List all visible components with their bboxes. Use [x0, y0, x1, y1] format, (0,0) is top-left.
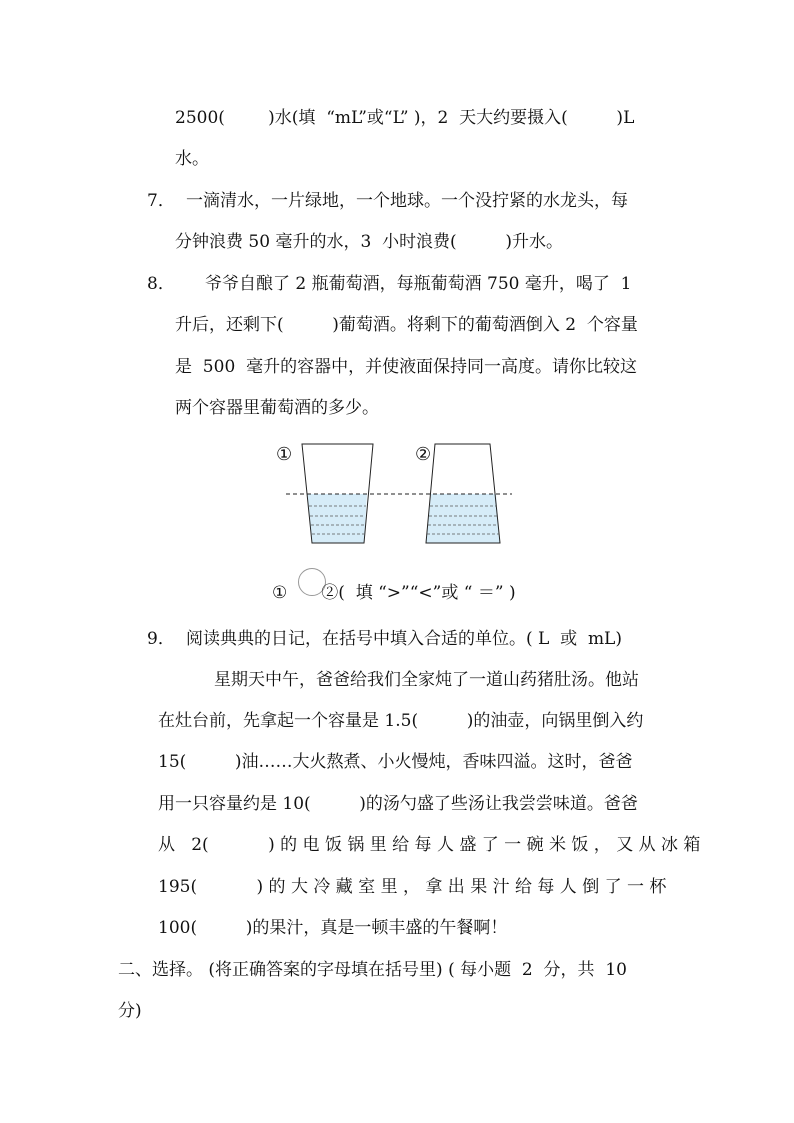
q9-para-5: 从 2( ) 的 电 饭 锅 里 给 每 人 盛 了 一 碗 米 饭 ， 又 从 冰 箱: [158, 835, 701, 855]
q8-line-4: 两个容器里葡萄酒的多少。: [175, 398, 379, 418]
q9-para-7: 100( )的果汁，真是一顿丰盛的午餐啊！: [158, 918, 508, 938]
section-2-heading: 二、选择。 (将正确答案的字母填在括号里) ( 每小题 2 分，共 10: [118, 960, 627, 980]
q8-line-3: 是 500 毫升的容器中，并使液面保持同一高度。请你比较这: [175, 357, 638, 377]
compare-right-label: ②( 填 “>”“<”或 “ ＝” ): [321, 583, 516, 603]
q8-line-2: 升后，还剩下( )葡萄酒。将剩下的葡萄酒倒入 2 个容量: [175, 315, 638, 335]
container-1-label: ①: [276, 444, 293, 465]
container-2-liquid: [426, 494, 500, 543]
containers-figure: [272, 430, 522, 560]
q7-line-2: 分钟浪费 50 毫升的水，3 小时浪费( )升水。: [175, 232, 563, 252]
q9-para-2: 在灶台前，先拿起一个容量是 1.5( )的油壶，向锅里倒入约: [158, 711, 644, 731]
q9-para-3: 15( )油……大火熬煮、小火慢炖，香味四溢。这时，爸爸: [158, 752, 633, 772]
container-1-liquid: [307, 494, 367, 543]
q6-line-2: 水。: [175, 149, 209, 169]
q7-line-1: 一滴清水，一片绿地，一个地球。一个没拧紧的水龙头，每: [186, 191, 628, 211]
q8-line-1: 爷爷自酿了 2 瓶葡萄酒，每瓶葡萄酒 750 毫升，喝了 1: [205, 274, 632, 294]
q9-line-1: 阅读典典的日记，在括号中填入合适的单位。( L 或 mL): [186, 629, 622, 649]
compare-left-label: ①: [272, 583, 288, 603]
q6-line-1: 2500( )水(填 “mL”或“L” )，2 天大约要摄入( )L: [175, 108, 635, 128]
container-2-label: ②: [415, 444, 432, 465]
q9-para-4: 用一只容量约是 10( )的汤勺盛了些汤让我尝尝味道。爸爸: [158, 794, 638, 814]
q9-number: 9．: [147, 629, 175, 649]
section-2-heading-cont: 分): [118, 1001, 142, 1021]
q9-para-1: 星期天中午，爸爸给我们全家炖了一道山药猪肚汤。他站: [214, 670, 639, 690]
compare-row: [272, 582, 516, 604]
q8-number: 8．: [147, 274, 175, 294]
q7-number: 7．: [147, 191, 175, 211]
q9-para-6: 195( ) 的 大 冷 藏 室 里 ， 拿 出 果 汁 给 每 人 倒 了 一 杯: [158, 877, 667, 897]
